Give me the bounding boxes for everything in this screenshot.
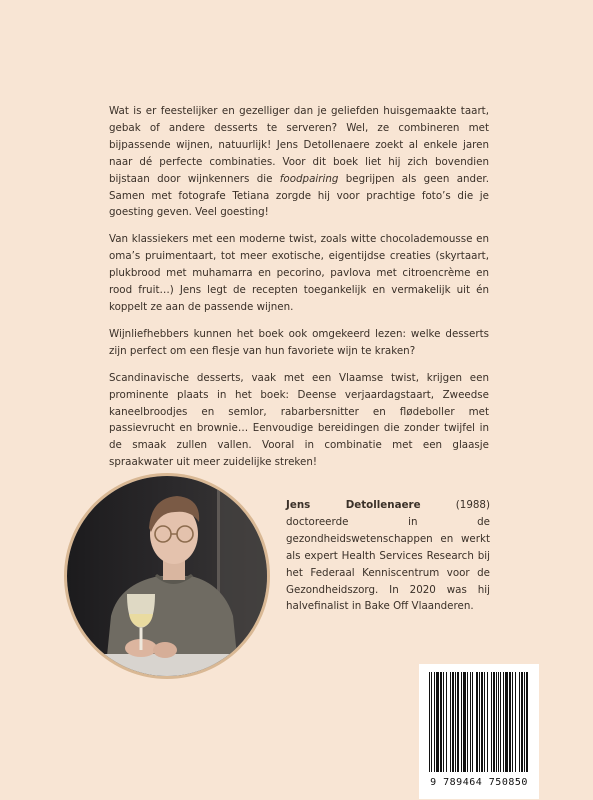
barcode-bars <box>427 672 531 774</box>
intro-text-start: Wat is er feestelijker en gezelliger dan je geliefden huisgemaakte taart, gebak of andere desserts te serveren? Wel, ze combineren met bijpassende wijnen, natuurlijk! Jens Detollenaere zoekt al enkele jaren naar dé perfecte combinaties. Voor dit boek liet hij zich bovendien bijstaan door wijnkenners die <box>109 105 489 185</box>
author-bio <box>286 497 490 615</box>
intro-emphasis: foodpairing <box>279 172 339 185</box>
paragraph-recipes: Van klassiekers met een moderne twist, zoals witte chocolademousse en oma’s pruimentaart, tot meer exotische, eigentijdse creaties (skyrtaart, plukbrood met muhamarra en pecorino, pavlova met citroencrème en rood fruit…) Jens legt de recepten toegankelijk en vermakelijk uit én koppelt ze aan de passende wijnen. <box>109 233 489 313</box>
paragraph-wine-lovers: Wijnliefhebbers kunnen het boek ook omgekeerd lezen: welke desserts zijn perfect om een flesje van hun favoriete wijn te kraken? <box>109 327 489 357</box>
author-portrait <box>67 476 267 676</box>
paragraph-intro <box>109 103 489 221</box>
isbn-barcode <box>419 664 539 799</box>
isbn-number: 9 789464 750850 <box>430 777 528 788</box>
intro-text-end: begrijpen als geen ander. Samen met fotografe Tetiana zorgde hij voor prachtige foto’s die je goesting geven. Veel goesting! <box>109 172 489 219</box>
back-cover-text <box>109 103 489 481</box>
paragraph-scandinavian: Scandinavische desserts, vaak met een Vlaamse twist, krijgen een prominente plaats in het boek: Deense verjaardagstaart, Zweedse kaneelbroodjes en semlor, rabarbersnitter en flødeboller met passievrucht en brownie… Eenvoudige bereidingen die zonder twijfel in de smaak zullen vallen. Vooral in combinatie met een glaasje spraakwater uit meer zuidelijke streken! <box>109 371 489 469</box>
author-name: Jens Detollenaere <box>286 499 421 511</box>
author-bio-text: (1988) doctoreerde in de gezondheidswetenschappen en werkt als expert Health Services Research bij het Federaal Kenniscentrum voor de Gezondheidszorg. In 2020 was hij halvefinalist in Bake Off Vlaanderen. <box>286 499 490 613</box>
author-photo-illustration <box>67 476 267 676</box>
author-bio-paragraph <box>286 497 490 615</box>
